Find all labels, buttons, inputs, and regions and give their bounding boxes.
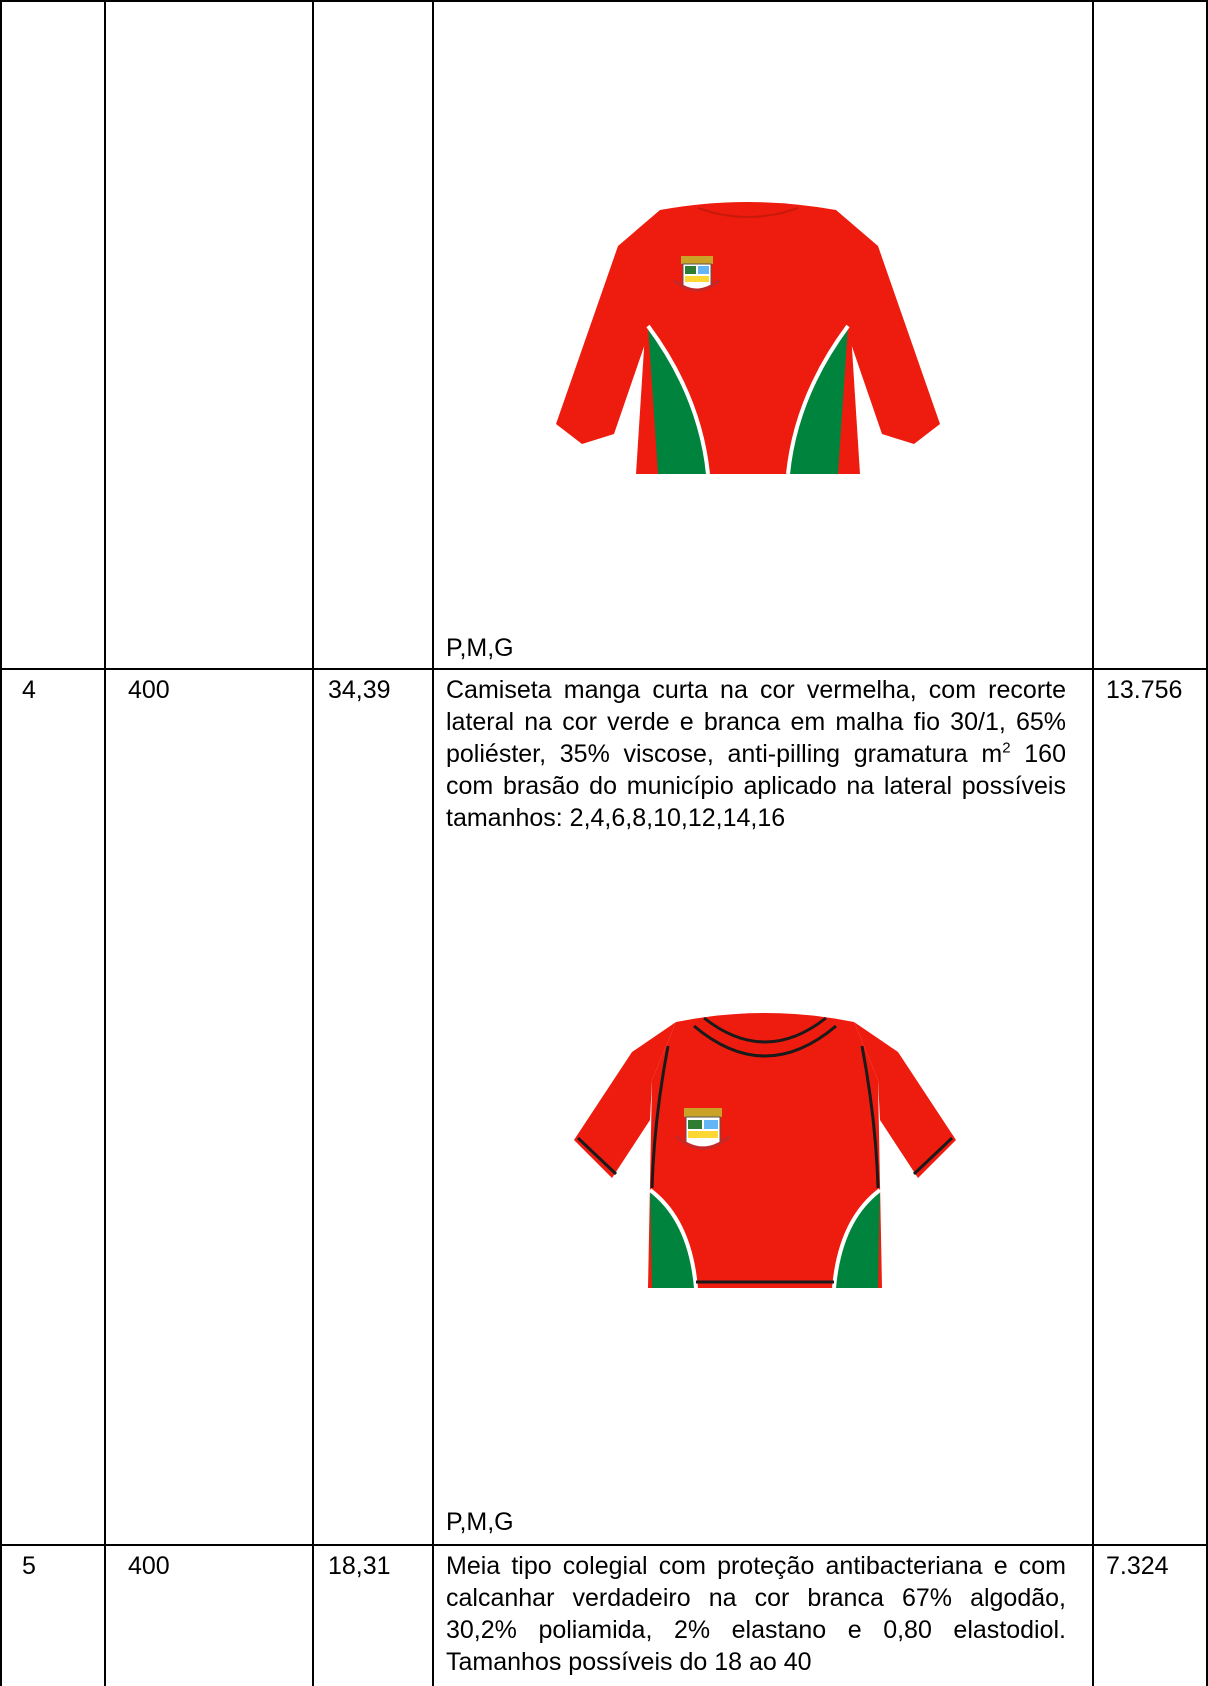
- item-4-total: 13.756: [1106, 676, 1183, 704]
- item-5-quantity: 400: [128, 1552, 170, 1580]
- item-3-sizes: P,M,G: [446, 634, 514, 662]
- item-4-quantity: 400: [128, 676, 170, 704]
- item-5-number: 5: [22, 1552, 36, 1580]
- item-5-total: 7.324: [1106, 1552, 1169, 1580]
- item-5-unit-price: 18,31: [328, 1552, 391, 1580]
- short-sleeve-shirt-icon: [572, 1010, 958, 1290]
- column-divider-3: [432, 0, 434, 1686]
- long-sleeve-shirt-icon: [548, 196, 948, 480]
- table-border-left: [0, 0, 2, 1686]
- row-divider-2: [0, 1544, 1208, 1546]
- item-5-description: Meia tipo colegial com proteção antibacteriana e com calcanhar verdadeiro na cor branca 67% algodão, 30,2% poliamida, 2% elastano e 0,80 elastodiol. Tamanhos possíveis do 18 ao 40: [446, 1552, 1066, 1676]
- item-4-description-superscript: 2: [1002, 739, 1011, 757]
- item-4-description-text-part2: 160 com brasão do município aplicado na lateral possíveis tamanhos: 2,4,6,8,10,12,14,16: [446, 740, 1066, 832]
- item-4-description: [446, 674, 1066, 834]
- item-4-number: 4: [22, 676, 36, 704]
- column-divider-1: [104, 0, 106, 1686]
- row-divider-1: [0, 668, 1208, 670]
- column-divider-2: [312, 0, 314, 1686]
- table-border-top: [0, 0, 1208, 2]
- item-4-description-text-part1: Camiseta manga curta na cor vermelha, com recorte lateral na cor verde e branca em malha fio 30/1, 65% poliéster, 35% viscose, anti-pilling gramatura m: [446, 676, 1066, 768]
- item-4-unit-price: 34,39: [328, 676, 391, 704]
- item-4-sizes: P,M,G: [446, 1508, 514, 1536]
- column-divider-4: [1092, 0, 1094, 1686]
